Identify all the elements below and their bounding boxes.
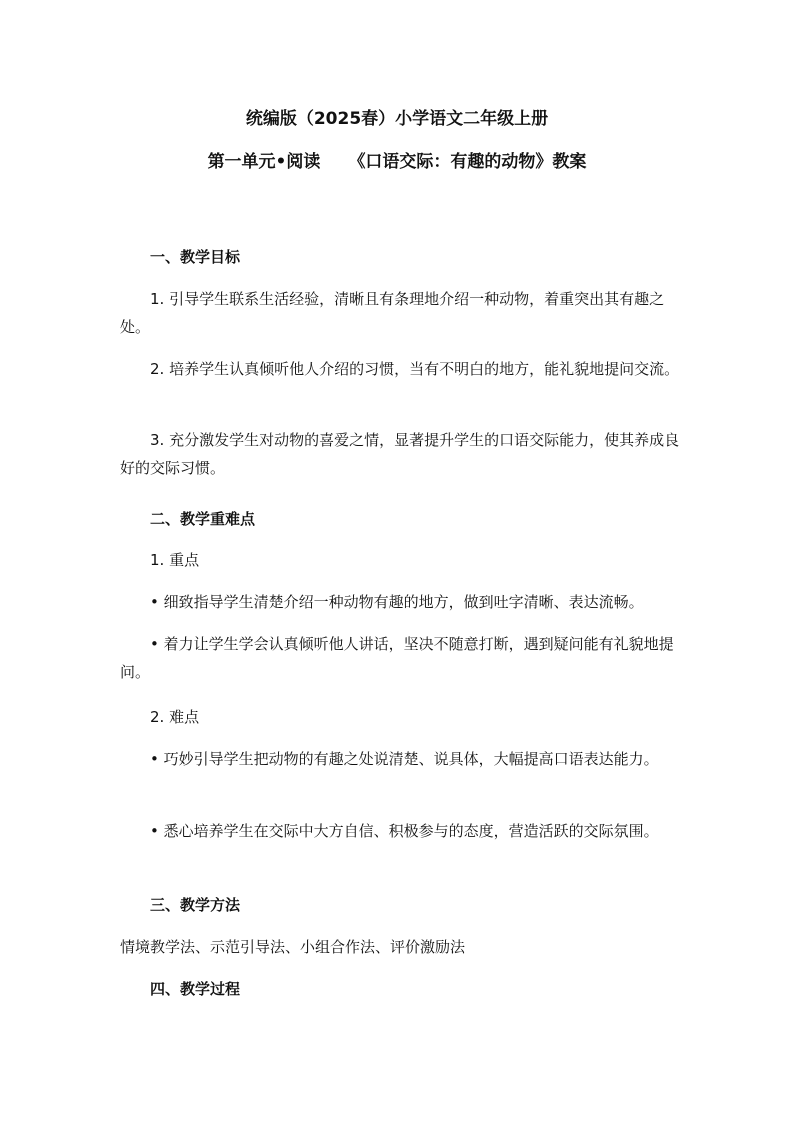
difficult-point-bullet-1: • 巧妙引导学生把动物的有趣之处说清楚、说具体，大幅提高口语表达能力。 [150, 750, 659, 768]
objective-item-3: 3. 充分激发学生对动物的喜爱之情，显著提升学生的口语交际能力，使其养成良好的交际习惯。 [120, 431, 680, 477]
difficult-point-bullet-2: • 悉心培养学生在交际中大方自信、积极参与的态度，营造活跃的交际氛围。 [150, 822, 659, 840]
key-points-label: 1. 重点 [150, 551, 200, 569]
difficult-points-label: 2. 难点 [150, 708, 200, 726]
section-heading-methods: 三、教学方法 [150, 896, 241, 914]
objective-item-2: 2. 培养学生认真倾听他人介绍的习惯，当有不明白的地方，能礼貌地提问交流。 [150, 360, 680, 378]
document-title: 统编版（2025春）小学语文二年级上册 [245, 109, 549, 129]
section-heading-objectives: 一、教学目标 [150, 248, 241, 266]
section-heading-key-points: 二、教学重难点 [150, 510, 256, 528]
subtitle-lesson: 《口语交际：有趣的动物》教案 [348, 152, 587, 172]
document-subtitle [0, 147, 794, 172]
key-point-bullet-1: • 细致指导学生清楚介绍一种动物有趣的地方，做到吐字清晰、表达流畅。 [150, 593, 644, 611]
section-heading-process: 四、教学过程 [150, 980, 241, 998]
key-point-bullet-2: • 着力让学生学会认真倾听他人讲话，坚决不随意打断，遇到疑问能有礼貌地提问。 [120, 635, 674, 681]
methods-text: 情境教学法、示范引导法、小组合作法、评价激励法 [120, 938, 466, 956]
subtitle-unit: 第一单元•阅读 [207, 152, 321, 172]
objective-item-1: 1. 引导学生联系生活经验，清晰且有条理地介绍一种动物，着重突出其有趣之处。 [120, 290, 665, 336]
